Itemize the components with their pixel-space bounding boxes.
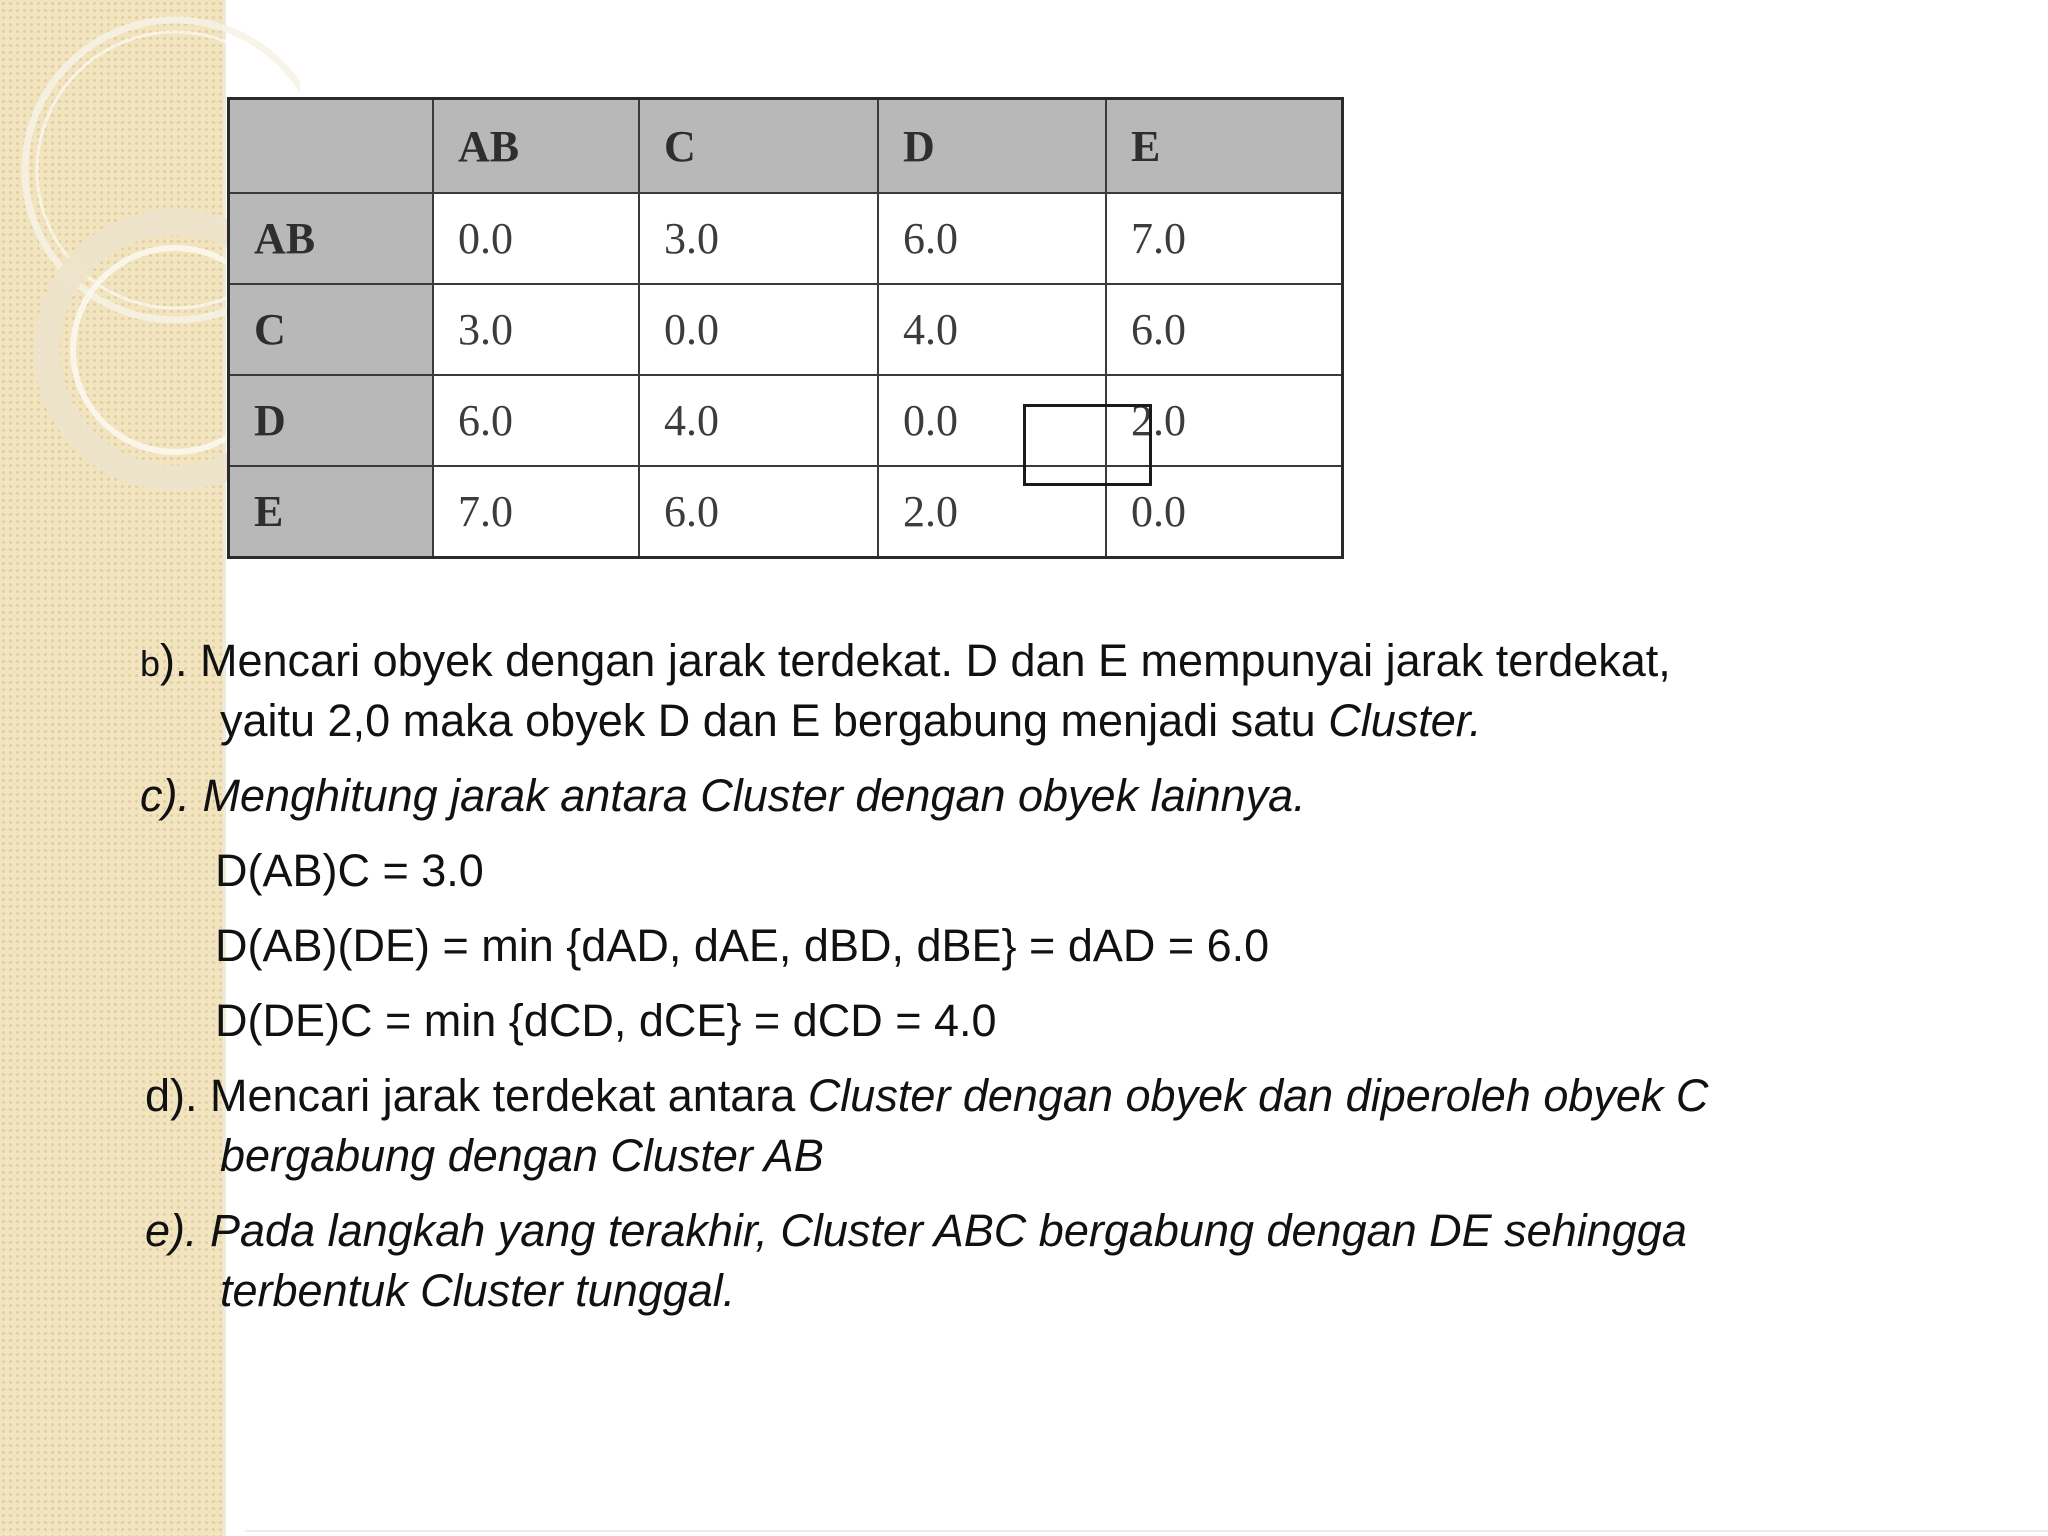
step-b-line-1 bbox=[140, 630, 1671, 695]
table-row bbox=[229, 284, 1343, 375]
table-cell: 7.0 bbox=[1106, 193, 1343, 284]
table-cell: 0.0 bbox=[878, 375, 1106, 466]
table-cell: 0.0 bbox=[639, 284, 878, 375]
step-d-text-italic: Cluster dengan obyek dan diperoleh obyek C bbox=[807, 1070, 1709, 1121]
header-cell: D bbox=[878, 99, 1106, 194]
table-cell: 4.0 bbox=[878, 284, 1106, 375]
min-distance-highlight-box bbox=[1023, 404, 1152, 486]
step-c-equation-3: D(DE)C = min {dCD, dCE} = dCD = 4.0 bbox=[215, 995, 997, 1046]
table-cell: 2.0 bbox=[878, 466, 1106, 558]
step-d-line-2: bergabung dengan Cluster AB bbox=[220, 1130, 824, 1181]
table-cell: 7.0 bbox=[433, 466, 639, 558]
table-cell: 4.0 bbox=[639, 375, 878, 466]
step-b-text-plain: yaitu 2,0 maka obyek D dan E bergabung menjadi satu bbox=[220, 695, 1329, 746]
table-cell: 6.0 bbox=[433, 375, 639, 466]
header-cell: E bbox=[1106, 99, 1343, 194]
slide-bottom-line bbox=[245, 1530, 2048, 1532]
header-cell: C bbox=[639, 99, 878, 194]
row-header: AB bbox=[229, 193, 434, 284]
row-header: E bbox=[229, 466, 434, 558]
step-b-text: ). Mencari obyek dengan jarak terdekat. D dan E mempunyai jarak terdekat, bbox=[160, 635, 1671, 686]
table-cell: 0.0 bbox=[1106, 466, 1343, 558]
step-c-equation-1: D(AB)C = 3.0 bbox=[215, 845, 484, 896]
step-b-text-italic: Cluster. bbox=[1328, 695, 1482, 746]
step-c-equation-2: D(AB)(DE) = min {dAD, dAE, dBD, dBE} = dAD = 6.0 bbox=[215, 920, 1270, 971]
step-b-line-2 bbox=[220, 690, 1482, 752]
header-corner bbox=[229, 99, 434, 194]
step-e-line-1: e). Pada langkah yang terakhir, Cluster ABC bergabung dengan DE sehingga bbox=[145, 1205, 1687, 1256]
step-d-line-1 bbox=[145, 1065, 1708, 1127]
table-cell: 0.0 bbox=[433, 193, 639, 284]
table-header-row bbox=[229, 99, 1343, 194]
table-cell: 6.0 bbox=[878, 193, 1106, 284]
step-b-marker: b bbox=[140, 643, 161, 684]
step-c-line: c). Menghitung jarak antara Cluster dengan obyek lainnya. bbox=[140, 770, 1306, 821]
table-row bbox=[229, 375, 1343, 466]
step-e-line-2: terbentuk Cluster tunggal. bbox=[220, 1265, 736, 1316]
table-cell: 2.0 bbox=[1106, 375, 1343, 466]
table-cell: 3.0 bbox=[639, 193, 878, 284]
distance-matrix-table bbox=[227, 97, 1344, 559]
step-d-text-plain: d). Mencari jarak terdekat antara bbox=[145, 1070, 808, 1121]
table-row bbox=[229, 466, 1343, 558]
table-cell: 6.0 bbox=[1106, 284, 1343, 375]
row-header: D bbox=[229, 375, 434, 466]
row-header: C bbox=[229, 284, 434, 375]
table-cell: 3.0 bbox=[433, 284, 639, 375]
table-cell: 6.0 bbox=[639, 466, 878, 558]
table-row bbox=[229, 193, 1343, 284]
header-cell: AB bbox=[433, 99, 639, 194]
